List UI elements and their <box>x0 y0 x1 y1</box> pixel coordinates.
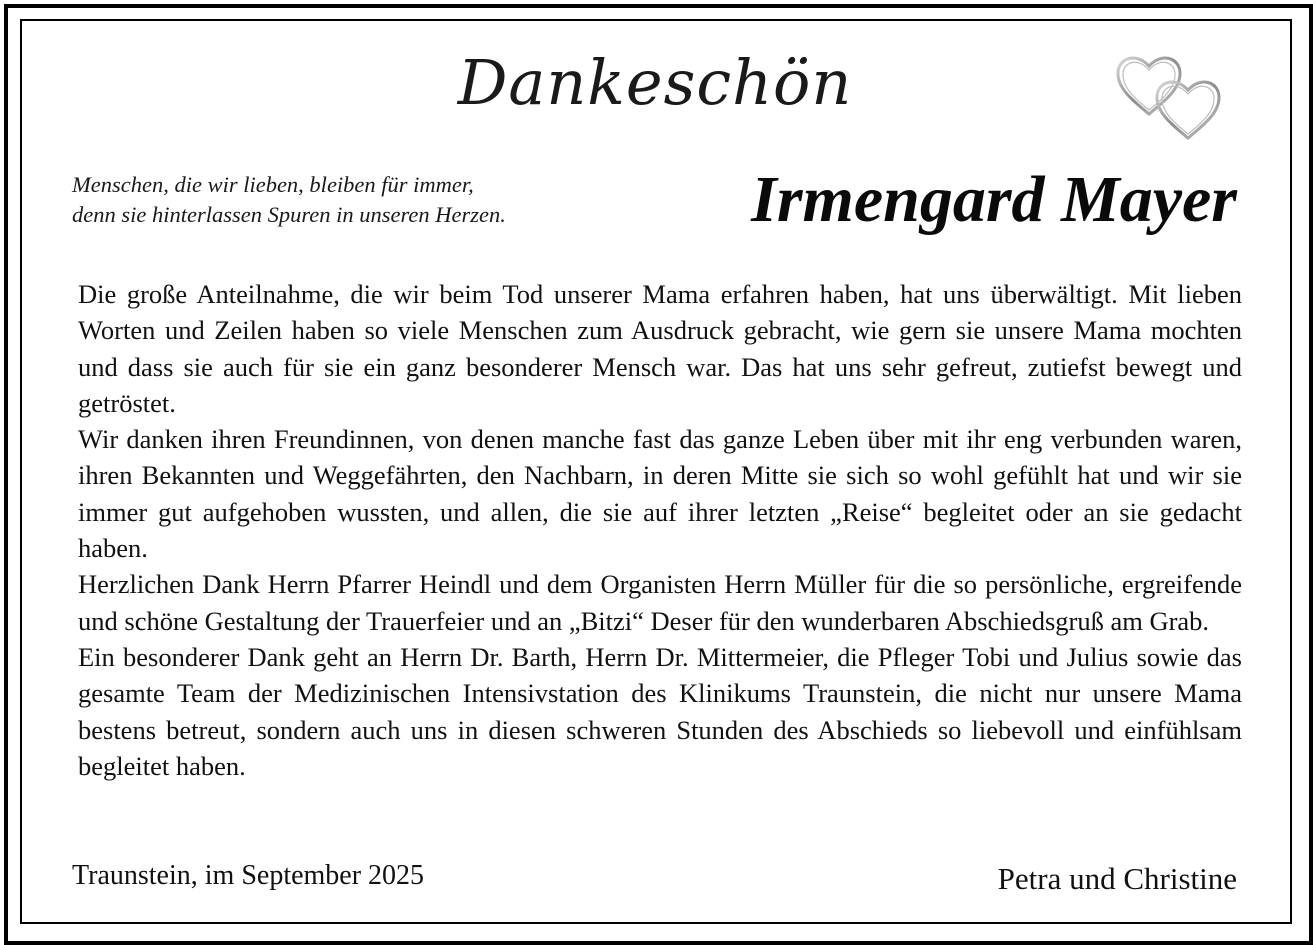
motto-line-2: denn sie hinterlassen Spuren in unseren Herzen. <box>72 202 506 227</box>
notice-heading: Dankeschön <box>457 46 853 119</box>
thank-you-text <box>78 276 1242 784</box>
motto-line-1: Menschen, die wir lieben, bleiben für immer, <box>72 172 474 197</box>
paragraph-condolences: Die große Anteilnahme, die wir beim Tod unserer Mama erfahren haben, hat uns überwältigt. Mit lieben Worten und Zeilen haben so viele Menschen zum Ausdruck gebracht, wie gern sie unsere Mama mochten und dass sie auch für sie ein ganz besonderer Mensch war. Das hat uns sehr gefreut, zutiefst bewegt und getröstet. <box>78 279 1242 418</box>
paragraph-friends: Wir danken ihren Freundinnen, von denen manche fast das ganze Leben über mit ihr eng verbunden waren, ihren Bekannten und Weggefährten, den Nachbarn, in deren Mitte sie sich so wohl gefühlt hat und wir sie immer gut aufgehoben wussten, und allen, die sie auf ihrer letzten „Reise“ begleitet oder an sie gedacht haben. <box>78 424 1242 564</box>
place-and-date: Traunstein, im September 2025 <box>72 860 425 891</box>
paragraph-funeral-service: Herzlichen Dank Herrn Pfarrer Heindl und dem Organisten Herrn Müller für die so persönliche, ergreifende und schöne Gestaltung der Trauerfeier und an „Bitzi“ Deser für den wunderbaren Abschiedsgruß am Grab. <box>78 569 1242 636</box>
two-interlocked-hearts-icon <box>1112 50 1230 142</box>
deceased-name: Irmengard Mayer <box>751 163 1237 236</box>
motto-quote <box>72 170 632 230</box>
signatories: Petra und Christine <box>997 861 1237 896</box>
paragraph-medical-staff: Ein besonderer Dank geht an Herrn Dr. Barth, Herrn Dr. Mittermeier, die Pfleger Tobi und Julius sowie das gesamte Team der Medizinischen Intensivstation des Klinikums Traunstein, die nicht nur unsere Mama bestens betreut, sondern auch uns in diesen schweren Stunden des Abschieds so liebevoll und einfühlsam begleitet haben. <box>78 641 1242 781</box>
